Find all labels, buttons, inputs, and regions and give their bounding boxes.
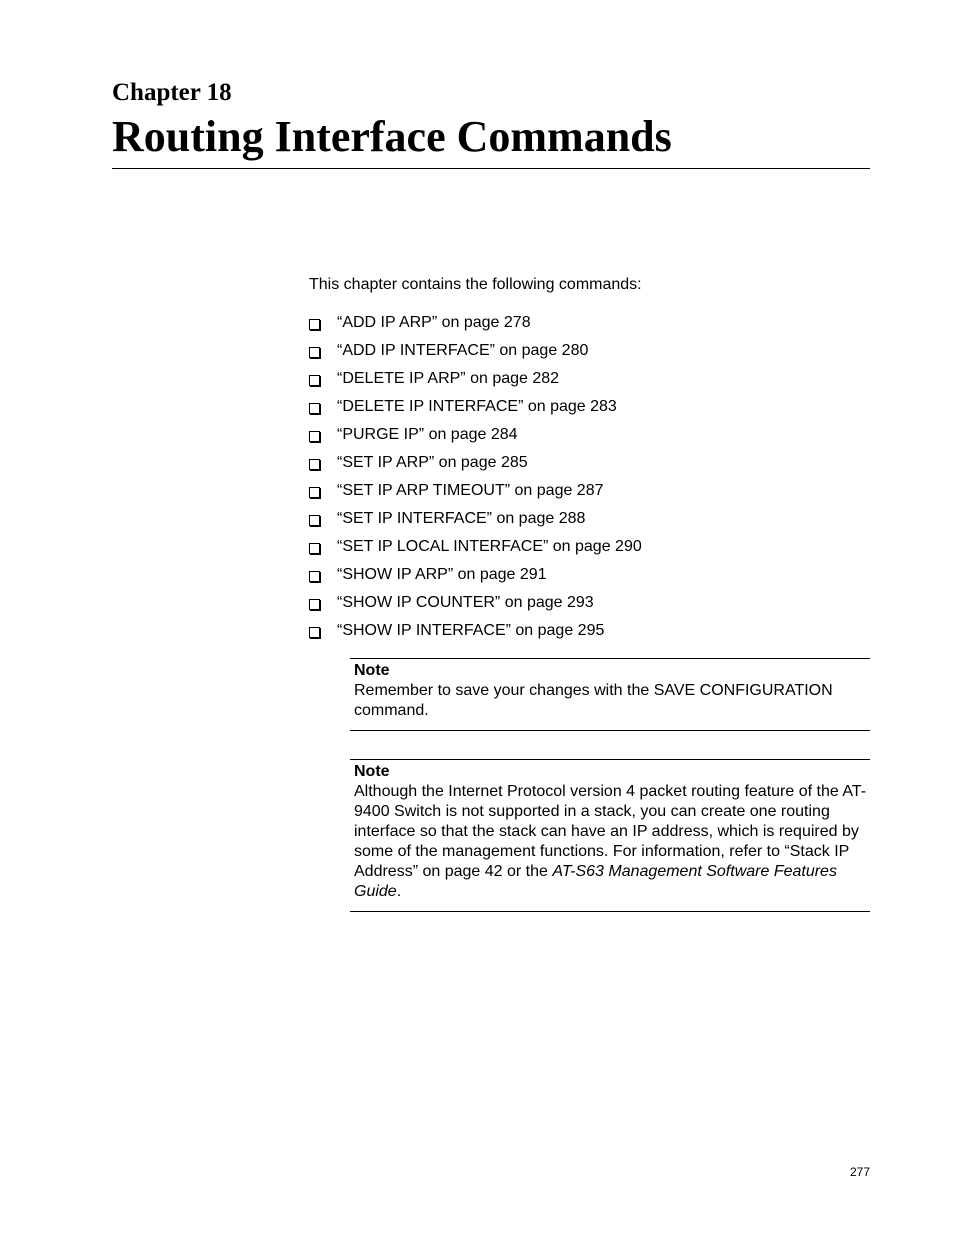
command-link[interactable]: “SHOW IP ARP” on page 291 (337, 566, 547, 583)
command-link[interactable]: “SET IP INTERFACE” on page 288 (337, 510, 586, 527)
checkbox-bullet-icon (309, 571, 320, 582)
command-link[interactable]: “SET IP LOCAL INTERFACE” on page 290 (337, 538, 642, 555)
command-link[interactable]: “ADD IP ARP” on page 278 (337, 314, 531, 331)
list-item[interactable] (309, 537, 642, 565)
command-list (309, 313, 642, 649)
checkbox-bullet-icon (309, 599, 320, 610)
checkbox-bullet-icon (309, 403, 320, 414)
note-body-end: . (396, 883, 402, 900)
note-heading: Note (354, 763, 390, 780)
list-item[interactable] (309, 565, 642, 593)
checkbox-bullet-icon (309, 543, 320, 554)
list-item[interactable] (309, 453, 642, 481)
checkbox-bullet-icon (309, 375, 320, 386)
checkbox-bullet-icon (309, 487, 320, 498)
note-body: Remember to save your changes with the SAVE CONFIGURATION command. (354, 682, 833, 719)
list-item[interactable] (309, 593, 642, 621)
checkbox-bullet-icon (309, 347, 320, 358)
note-body (354, 782, 870, 902)
list-item[interactable] (309, 481, 642, 509)
command-link[interactable]: “SHOW IP COUNTER” on page 293 (337, 594, 594, 611)
note-body-text: Although the Internet Protocol version 4 packet routing feature of the AT-9400 Switch is not supported in a stack, you can create one routing interface so that the stack can have an IP address, which is required by some of the management functions. For information, refer to “Stack IP Address” on page 42 or the (354, 783, 867, 880)
checkbox-bullet-icon (309, 431, 320, 442)
page-title: Routing Interface Commands (112, 112, 672, 161)
note-stack-routing (350, 759, 870, 912)
list-item[interactable] (309, 313, 642, 341)
list-item[interactable] (309, 425, 642, 453)
command-link[interactable]: “SHOW IP INTERFACE” on page 295 (337, 622, 605, 639)
list-item[interactable] (309, 621, 642, 649)
command-link[interactable]: “SET IP ARP TIMEOUT” on page 287 (337, 482, 604, 499)
title-divider (112, 168, 870, 169)
intro-text: This chapter contains the following commands: (309, 276, 642, 293)
command-link[interactable]: “PURGE IP” on page 284 (337, 426, 518, 443)
note-save-configuration (350, 658, 870, 731)
chapter-label: Chapter 18 (112, 79, 232, 106)
checkbox-bullet-icon (309, 319, 320, 330)
note-heading: Note (354, 662, 390, 679)
checkbox-bullet-icon (309, 459, 320, 470)
checkbox-bullet-icon (309, 627, 320, 638)
command-link[interactable]: “DELETE IP ARP” on page 282 (337, 370, 560, 387)
command-link[interactable]: “SET IP ARP” on page 285 (337, 454, 528, 471)
list-item[interactable] (309, 509, 642, 537)
command-link[interactable]: “ADD IP INTERFACE” on page 280 (337, 342, 589, 359)
checkbox-bullet-icon (309, 515, 320, 526)
list-item[interactable] (309, 397, 642, 425)
guide-title-link[interactable]: AT-S63 Management Software Features Guide (354, 863, 837, 900)
page-number: 277 (849, 1165, 870, 1179)
list-item[interactable] (309, 341, 642, 369)
list-item[interactable] (309, 369, 642, 397)
command-link[interactable]: “DELETE IP INTERFACE” on page 283 (337, 398, 617, 415)
